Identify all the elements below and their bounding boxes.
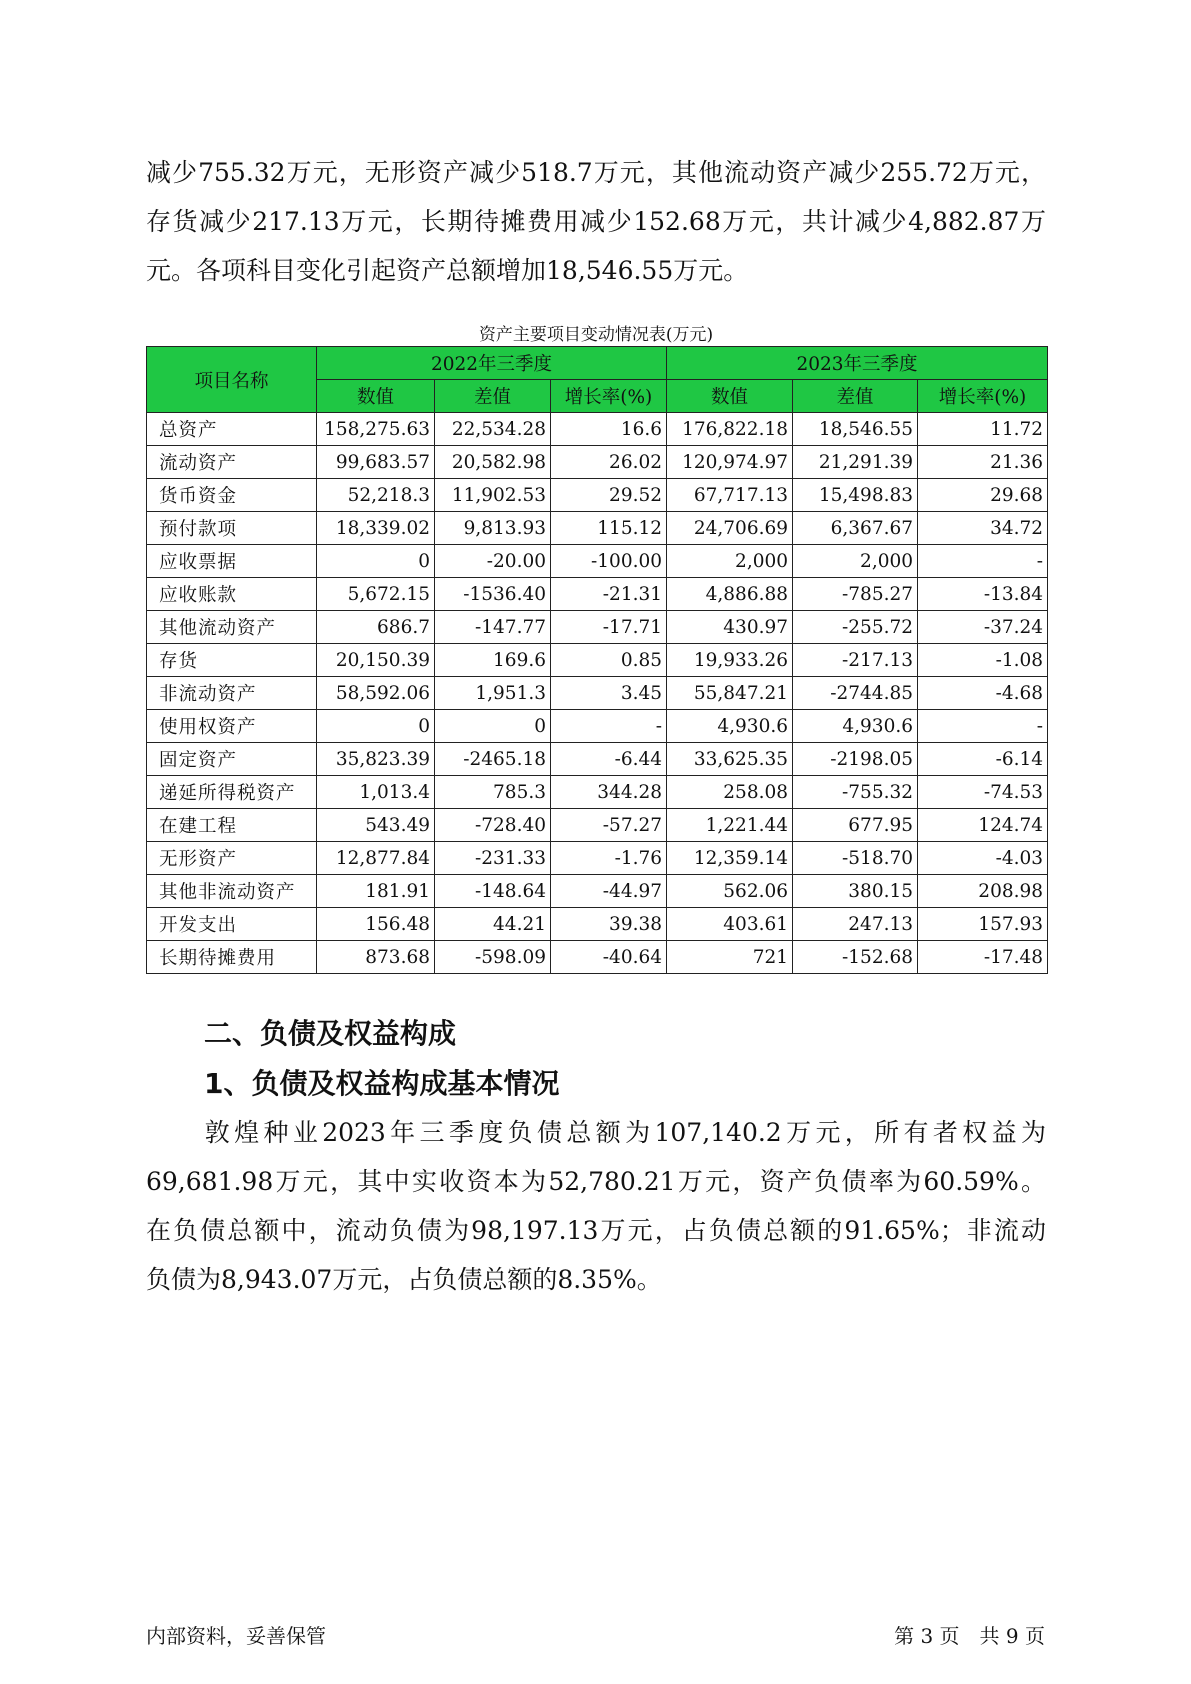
cell-d22: -20.00 xyxy=(435,545,551,578)
table-row xyxy=(147,809,1048,842)
cell-g23: -4.03 xyxy=(918,842,1048,875)
cell-v22: 35,823.39 xyxy=(317,743,435,776)
cell-v22: 5,672.15 xyxy=(317,578,435,611)
table-caption: 资产主要项目变动情况表(万元) xyxy=(478,325,714,345)
cell-v22: 58,592.06 xyxy=(317,677,435,710)
cell-v23: 4,930.6 xyxy=(667,710,793,743)
row-item-name: 无形资产 xyxy=(147,842,317,875)
liability-paragraph xyxy=(146,1108,1046,1304)
cell-g23: 157.93 xyxy=(918,908,1048,941)
header-diff: 差值 xyxy=(435,380,551,413)
cell-d22: -147.77 xyxy=(435,611,551,644)
cell-g23: 124.74 xyxy=(918,809,1048,842)
cell-d22: -728.40 xyxy=(435,809,551,842)
cell-g22: 26.02 xyxy=(551,446,667,479)
cell-d23: -152.68 xyxy=(793,941,918,974)
paragraph-line: 元。各项科目变化引起资产总额增加18,546.55万元。 xyxy=(146,256,749,285)
table-row xyxy=(147,743,1048,776)
cell-g23: 208.98 xyxy=(918,875,1048,908)
cell-d22: -1536.40 xyxy=(435,578,551,611)
table-row xyxy=(147,479,1048,512)
header-period-2023: 2023年三季度 xyxy=(667,347,1048,380)
cell-d23: -217.13 xyxy=(793,644,918,677)
table-row xyxy=(147,842,1048,875)
cell-v23: 24,706.69 xyxy=(667,512,793,545)
row-item-name: 非流动资产 xyxy=(147,677,317,710)
cell-v22: 12,877.84 xyxy=(317,842,435,875)
cell-d23: 4,930.6 xyxy=(793,710,918,743)
cell-d22: 9,813.93 xyxy=(435,512,551,545)
cell-v22: 156.48 xyxy=(317,908,435,941)
cell-d22: -598.09 xyxy=(435,941,551,974)
cell-g23: - xyxy=(918,710,1048,743)
cell-g23: -17.48 xyxy=(918,941,1048,974)
cell-g23: - xyxy=(918,545,1048,578)
cell-g22: 3.45 xyxy=(551,677,667,710)
cell-d23: 677.95 xyxy=(793,809,918,842)
table-row xyxy=(147,875,1048,908)
cell-v22: 99,683.57 xyxy=(317,446,435,479)
cell-v23: 12,359.14 xyxy=(667,842,793,875)
row-item-name: 递延所得税资产 xyxy=(147,776,317,809)
row-item-name: 长期待摊费用 xyxy=(147,941,317,974)
cell-v22: 543.49 xyxy=(317,809,435,842)
cell-v23: 403.61 xyxy=(667,908,793,941)
cell-d23: 2,000 xyxy=(793,545,918,578)
cell-g23: 21.36 xyxy=(918,446,1048,479)
cell-v23: 4,886.88 xyxy=(667,578,793,611)
cell-d23: -518.70 xyxy=(793,842,918,875)
table-row xyxy=(147,512,1048,545)
row-item-name: 其他流动资产 xyxy=(147,611,317,644)
cell-v23: 120,974.97 xyxy=(667,446,793,479)
cell-g23: -4.68 xyxy=(918,677,1048,710)
table-row xyxy=(147,710,1048,743)
cell-v23: 33,625.35 xyxy=(667,743,793,776)
table-row xyxy=(147,941,1048,974)
cell-v23: 19,933.26 xyxy=(667,644,793,677)
cell-v22: 52,218.3 xyxy=(317,479,435,512)
cell-g23: -6.14 xyxy=(918,743,1048,776)
cell-v23: 562.06 xyxy=(667,875,793,908)
cell-v22: 158,275.63 xyxy=(317,413,435,446)
cell-g22: 39.38 xyxy=(551,908,667,941)
footer-confidential-note: 内部资料，妥善保管 xyxy=(146,1624,326,1648)
cell-g22: -21.31 xyxy=(551,578,667,611)
row-item-name: 总资产 xyxy=(147,413,317,446)
cell-v23: 176,822.18 xyxy=(667,413,793,446)
cell-g22: -44.97 xyxy=(551,875,667,908)
cell-g22: -1.76 xyxy=(551,842,667,875)
header-growth: 增长率(%) xyxy=(551,380,667,413)
paragraph-line: 在负债总额中，流动负债为98,197.13万元，占负债总额的91.65%；非流动 xyxy=(146,1216,1046,1245)
cell-v22: 181.91 xyxy=(317,875,435,908)
cell-d22: 11,902.53 xyxy=(435,479,551,512)
cell-d22: -148.64 xyxy=(435,875,551,908)
row-item-name: 流动资产 xyxy=(147,446,317,479)
cell-g23: -37.24 xyxy=(918,611,1048,644)
cell-d23: 21,291.39 xyxy=(793,446,918,479)
cell-g23: -13.84 xyxy=(918,578,1048,611)
cell-v22: 0 xyxy=(317,710,435,743)
header-diff: 差值 xyxy=(793,380,918,413)
section-heading: 二、负债及权益构成 xyxy=(204,1017,457,1050)
cell-d23: 18,546.55 xyxy=(793,413,918,446)
cell-g23: 11.72 xyxy=(918,413,1048,446)
paragraph-line: 负债为8,943.07万元，占负债总额的8.35%。 xyxy=(146,1265,662,1294)
table-row xyxy=(147,908,1048,941)
paragraph-line: 69,681.98万元，其中实收资本为52,780.21万元，资产负债率为60.59%。 xyxy=(146,1167,1046,1196)
table-row xyxy=(147,776,1048,809)
cell-d23: -785.27 xyxy=(793,578,918,611)
table-body xyxy=(147,413,1048,974)
cell-v23: 721 xyxy=(667,941,793,974)
cell-v22: 20,150.39 xyxy=(317,644,435,677)
cell-d23: -255.72 xyxy=(793,611,918,644)
intro-paragraph xyxy=(146,148,1046,295)
table-row xyxy=(147,545,1048,578)
row-item-name: 应收账款 xyxy=(147,578,317,611)
row-item-name: 预付款项 xyxy=(147,512,317,545)
cell-g22: 29.52 xyxy=(551,479,667,512)
cell-g23: -1.08 xyxy=(918,644,1048,677)
table-row xyxy=(147,578,1048,611)
cell-g23: 29.68 xyxy=(918,479,1048,512)
cell-v22: 686.7 xyxy=(317,611,435,644)
row-item-name: 使用权资产 xyxy=(147,710,317,743)
table-row xyxy=(147,611,1048,644)
header-item-name: 项目名称 xyxy=(147,347,317,413)
row-item-name: 存货 xyxy=(147,644,317,677)
paragraph-line: 减少755.32万元，无形资产减少518.7万元，其他流动资产减少255.72万元， xyxy=(146,158,1046,187)
cell-d23: 247.13 xyxy=(793,908,918,941)
cell-g22: 0.85 xyxy=(551,644,667,677)
cell-g22: -100.00 xyxy=(551,545,667,578)
cell-d23: 380.15 xyxy=(793,875,918,908)
footer-page-number: 第 3 页 共 9 页 xyxy=(894,1624,1045,1648)
cell-d22: 20,582.98 xyxy=(435,446,551,479)
cell-d23: 15,498.83 xyxy=(793,479,918,512)
cell-d22: 785.3 xyxy=(435,776,551,809)
cell-d22: -2465.18 xyxy=(435,743,551,776)
cell-d22: 22,534.28 xyxy=(435,413,551,446)
table-row xyxy=(147,644,1048,677)
header-growth: 增长率(%) xyxy=(918,380,1048,413)
cell-g22: -57.27 xyxy=(551,809,667,842)
cell-v23: 67,717.13 xyxy=(667,479,793,512)
cell-d22: 44.21 xyxy=(435,908,551,941)
paragraph-line: 存货减少217.13万元，长期待摊费用减少152.68万元，共计减少4,882.87万 xyxy=(146,207,1046,236)
cell-g22: -40.64 xyxy=(551,941,667,974)
header-value: 数值 xyxy=(317,380,435,413)
cell-v22: 1,013.4 xyxy=(317,776,435,809)
cell-d22: 169.6 xyxy=(435,644,551,677)
table-row xyxy=(147,413,1048,446)
cell-d22: 0 xyxy=(435,710,551,743)
table-row xyxy=(147,446,1048,479)
row-item-name: 固定资产 xyxy=(147,743,317,776)
cell-g22: 344.28 xyxy=(551,776,667,809)
cell-g22: 115.12 xyxy=(551,512,667,545)
cell-v22: 0 xyxy=(317,545,435,578)
cell-g23: 34.72 xyxy=(918,512,1048,545)
row-item-name: 在建工程 xyxy=(147,809,317,842)
cell-d22: 1,951.3 xyxy=(435,677,551,710)
cell-v23: 430.97 xyxy=(667,611,793,644)
cell-g22: - xyxy=(551,710,667,743)
row-item-name: 其他非流动资产 xyxy=(147,875,317,908)
cell-v23: 55,847.21 xyxy=(667,677,793,710)
row-item-name: 开发支出 xyxy=(147,908,317,941)
row-item-name: 货币资金 xyxy=(147,479,317,512)
cell-g22: -6.44 xyxy=(551,743,667,776)
header-period-2022: 2022年三季度 xyxy=(317,347,667,380)
cell-d23: -2744.85 xyxy=(793,677,918,710)
paragraph-line: 敦煌种业2023年三季度负债总额为107,140.2万元，所有者权益为 xyxy=(146,1118,1046,1147)
asset-change-table xyxy=(146,346,1048,974)
cell-g22: -17.71 xyxy=(551,611,667,644)
cell-v23: 2,000 xyxy=(667,545,793,578)
cell-v22: 18,339.02 xyxy=(317,512,435,545)
header-value: 数值 xyxy=(667,380,793,413)
cell-d23: -755.32 xyxy=(793,776,918,809)
cell-v23: 1,221.44 xyxy=(667,809,793,842)
cell-d23: -2198.05 xyxy=(793,743,918,776)
table-header-row xyxy=(147,347,1048,380)
cell-d23: 6,367.67 xyxy=(793,512,918,545)
cell-v22: 873.68 xyxy=(317,941,435,974)
cell-g22: 16.6 xyxy=(551,413,667,446)
row-item-name: 应收票据 xyxy=(147,545,317,578)
cell-v23: 258.08 xyxy=(667,776,793,809)
table-row xyxy=(147,677,1048,710)
cell-g23: -74.53 xyxy=(918,776,1048,809)
cell-d22: -231.33 xyxy=(435,842,551,875)
subsection-heading: 1、负债及权益构成基本情况 xyxy=(204,1067,560,1100)
